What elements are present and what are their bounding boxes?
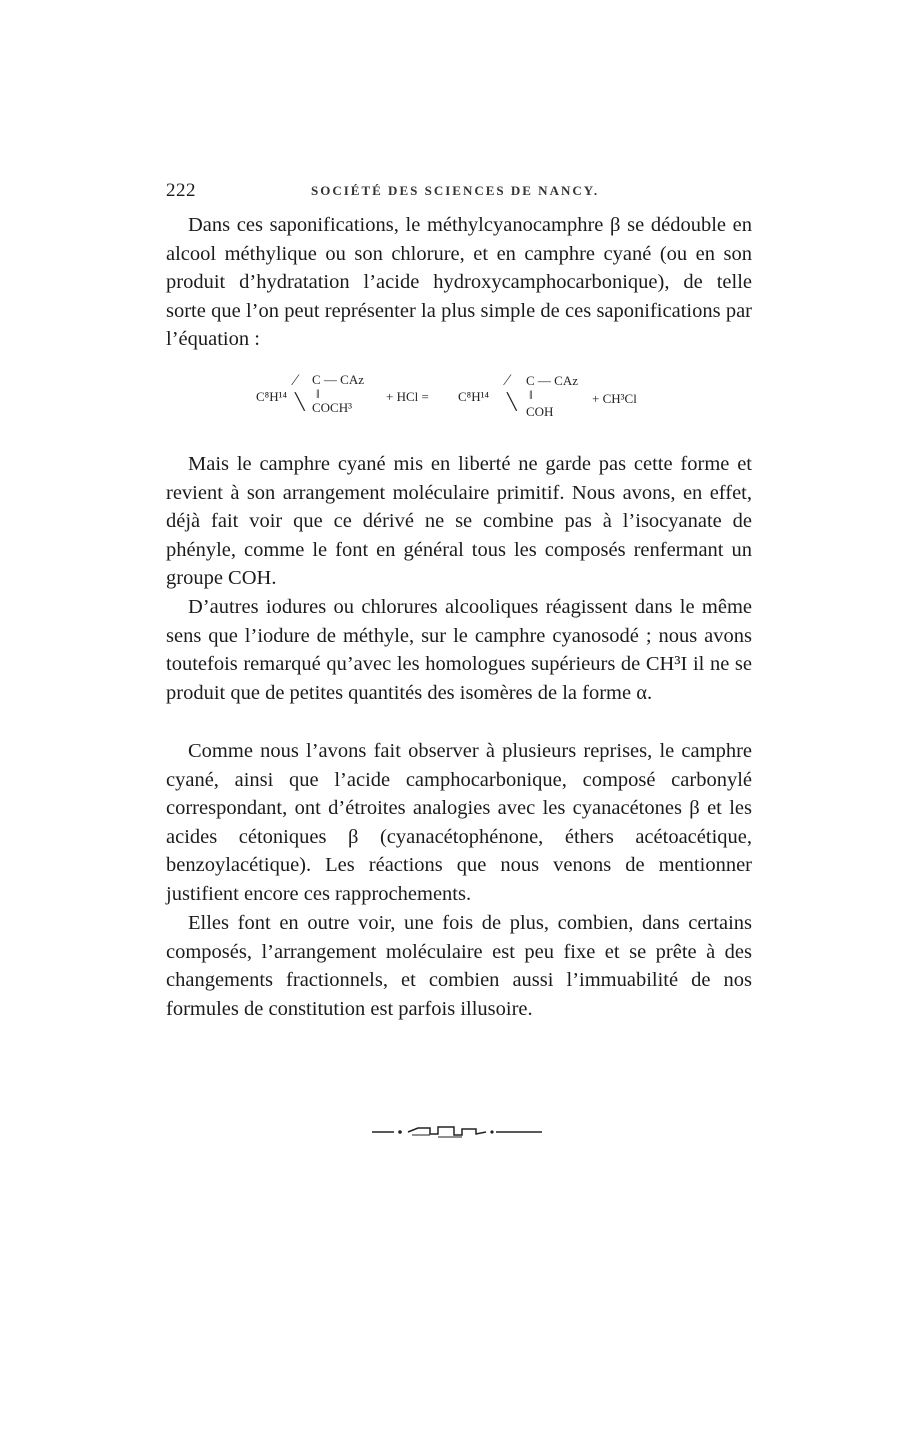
page-header [166,180,752,204]
paragraph-2 [166,450,752,593]
paragraph-4 [166,737,752,909]
equation-right-bottom: COH [526,404,554,419]
equation-plus-hcl: + HCl = [386,389,429,404]
equation-bond-up: ⁄ [506,372,509,389]
paragraph-text: Elles font en outre voir, une fois de plus, combien, dans certains composés, l’arrangement moléculaire est peu fixe et se prête à des changements fractionnels, et combien aussi l’immuabilité de nos formules de constitution est parfois illusoire. [166,912,752,1020]
running-title: SOCIÉTÉ DES SCIENCES DE NANCY. [311,183,600,198]
end-ornament [372,1123,542,1139]
equation-bond-down: ╲ [295,394,305,411]
page-number: 222 [166,180,196,201]
chemical-equation [256,370,686,430]
equation-left-top: C — CAz [312,372,364,387]
paragraph-text: Mais le camphre cyané mis en liberté ne garde pas cette forme et revient à son arrangement moléculaire primitif. Nous avons, en effet, déjà fait voir que ce dérivé ne se combine pas à l’isocyanate de phényle, comme le font en général tous les composés renfermant un groupe COH. [166,453,752,590]
equation-right-top: C — CAz [526,373,578,388]
paragraph-text: Comme nous l’avons fait observer à plusieurs reprises, le camphre cyané, ainsi que l’acide camphocarbonique, composé carbonylé correspondant, ont d’étroites analogies avec les cyanacétones β et les acides cétoniques β (cyanacétophénone, éthers acétoacétique, benzoylacétique). Les réactions que nous venons de mentionner justifient encore ces rapprochements. [166,740,752,905]
equation-bond-down: ╲ [507,394,517,411]
equation-plus-product: + CH³Cl [592,391,637,406]
equation-left-radical: C⁸H¹⁴ [256,389,288,404]
paragraph-5 [166,909,752,1023]
paragraph-1 [166,211,752,354]
equation-bond-up: ⁄ [294,372,297,389]
equation-left-bottom: COCH³ [312,400,353,415]
equation-right-radical: C⁸H¹⁴ [458,389,490,404]
equation-left-double-bond: ‖ [316,386,320,401]
equation-right-double-bond: ‖ [529,387,533,402]
paragraph-text: D’autres iodures ou chlorures alcooliques réagissent dans le même sens que l’iodure de méthyle, sur le camphre cyanosodé ; nous avons toutefois remarqué qu’avec les homologues supérieurs de CH³I il ne se produit que de petites quantités des isomères de la forme α. [166,596,752,704]
paragraph-text: Dans ces saponifications, le méthylcyanocamphre β se dédouble en alcool méthylique ou son chlorure, et en camphre cyané (ou en son produit d’hydratation l’acide hydroxycamphocarbonique), de telle sorte que l’on peut représenter la plus simple de ces saponifications par l’équation : [166,214,752,351]
paragraph-3 [166,593,752,707]
